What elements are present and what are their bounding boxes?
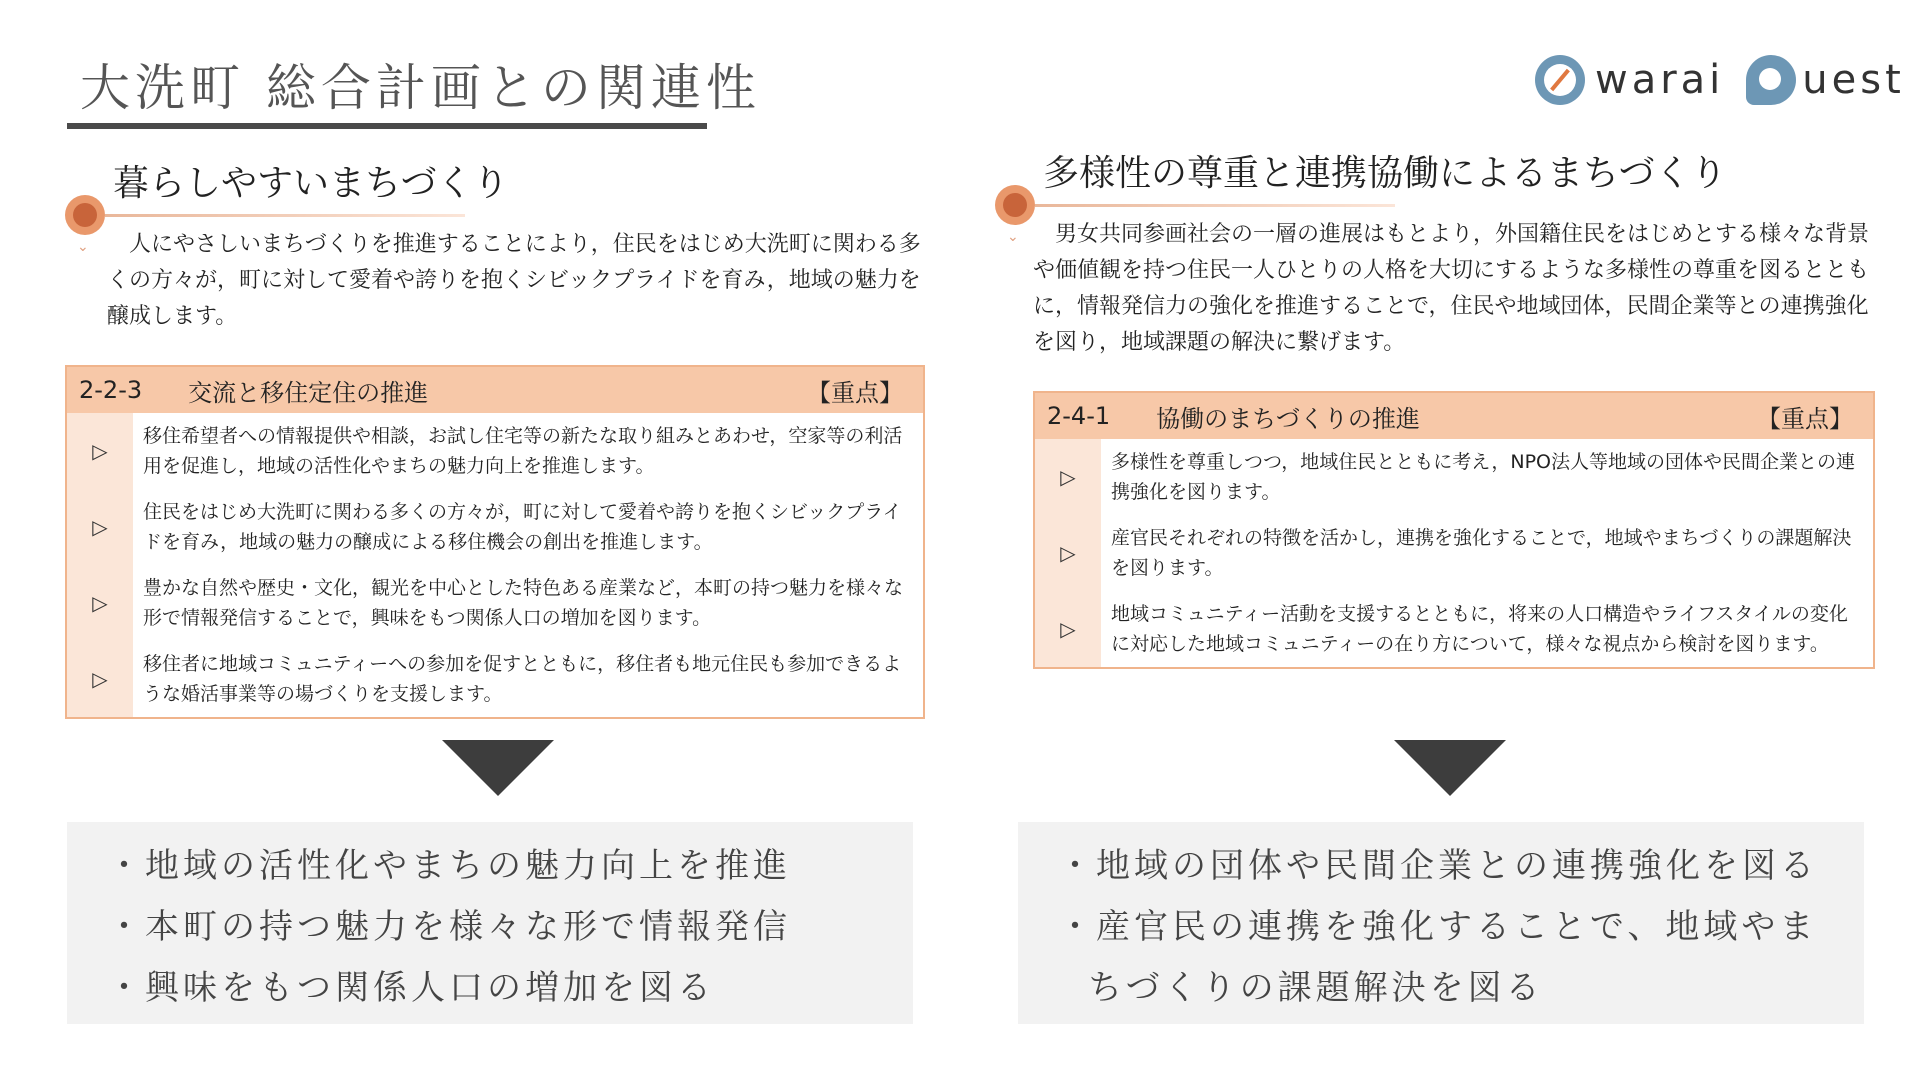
section-heading bbox=[65, 155, 925, 255]
circle-bullet-icon bbox=[65, 195, 105, 235]
logo-word-warai: warai bbox=[1595, 57, 1725, 103]
q-letter-icon bbox=[1746, 55, 1796, 105]
section-heading-text: 暮らしやすいまちづくり bbox=[113, 163, 509, 204]
plan-table bbox=[65, 365, 925, 719]
plan-row-text: 住民をはじめ大洗町に関わる多くの方々が，町に対して愛着や誇りを抱くシビックプライドを育み，地域の魅力の醸成による移住機会の創出を推進します。 bbox=[133, 489, 923, 565]
summary-box-right bbox=[1018, 822, 1864, 1024]
page-title: 大洗町 総合計画との関連性 bbox=[80, 59, 761, 117]
heading-underline bbox=[1035, 204, 1395, 207]
triangle-right-icon: ▷ bbox=[67, 565, 133, 641]
summary-item: ・地域の活性化やまちの魅力向上を推進 bbox=[107, 846, 791, 886]
summary-item: ・地域の団体や民間企業との連携強化を図る bbox=[1058, 846, 1818, 886]
plan-table-header bbox=[1035, 393, 1873, 439]
chevron-down-icon: ⌄ bbox=[77, 239, 89, 255]
triangle-right-icon: ▷ bbox=[1035, 439, 1101, 515]
plan-row bbox=[67, 413, 923, 489]
plan-code: 2-2-3 bbox=[79, 376, 143, 404]
heading-underline bbox=[105, 214, 465, 217]
down-triangle-icon bbox=[442, 740, 554, 796]
triangle-right-icon: ▷ bbox=[67, 489, 133, 565]
plan-row bbox=[1035, 515, 1873, 591]
plan-name: 協働のまちづくりの推進 bbox=[1156, 404, 1420, 433]
plan-row-text: 移住希望者への情報提供や相談，お試し住宅等の新たな取り組みとあわせ，空家等の利活用を促進し，地域の活性化やまちの魅力向上を推進します。 bbox=[133, 413, 923, 489]
plan-row-text: 産官民それぞれの特徴を活かし，連携を強化することで，地域やまちづくりの課題解決を図ります。 bbox=[1101, 515, 1873, 591]
left-column bbox=[65, 155, 925, 719]
triangle-right-icon: ▷ bbox=[1035, 591, 1101, 667]
summary-item: ・産官民の連携を強化することで、地域やまちづくりの課題解決を図る bbox=[1058, 907, 1818, 1008]
circle-bullet-icon bbox=[995, 185, 1035, 225]
compass-icon bbox=[1535, 55, 1585, 105]
plan-priority-tag: 【重点】 bbox=[807, 378, 903, 407]
plan-code: 2-4-1 bbox=[1047, 402, 1111, 430]
plan-table-header bbox=[67, 367, 923, 413]
plan-row-text: 豊かな自然や歴史・文化，観光を中心とした特色ある産業など，本町の持つ魅力を様々な形で情報発信することで，興味をもつ関係人口の増加を図ります。 bbox=[133, 565, 923, 641]
right-column bbox=[995, 145, 1875, 669]
section-description: 人にやさしいまちづくりを推進することにより，住民をはじめ大洗町に関わる多くの方々が，町に対して愛着や誇りを抱くシビックプライドを育み，地域の魅力を醸成します。 bbox=[107, 232, 921, 329]
title-underline bbox=[67, 123, 707, 129]
section-heading bbox=[995, 145, 1875, 245]
summary-box-left bbox=[67, 822, 913, 1024]
triangle-right-icon: ▷ bbox=[67, 641, 133, 717]
plan-row bbox=[67, 641, 923, 717]
plan-row bbox=[1035, 591, 1873, 667]
section-heading-text: 多様性の尊重と連携協働によるまちづくり bbox=[1043, 153, 1727, 194]
plan-row bbox=[1035, 439, 1873, 515]
chevron-down-icon: ⌄ bbox=[1007, 229, 1019, 245]
plan-row-text: 移住者に地域コミュニティーへの参加を促すとともに，移住者も地元住民も参加できるような婚活事業等の場づくりを支援します。 bbox=[133, 641, 923, 717]
plan-row-text: 多様性を尊重しつつ，地域住民とともに考え，NPO法人等地域の団体や民間企業との連携強化を図ります。 bbox=[1101, 439, 1873, 515]
section-description: 男女共同参画社会の一層の進展はもとより，外国籍住民をはじめとする様々な背景や価値観を持つ住民一人ひとりの人格を大切にするような多様性の尊重を図るとともに，情報発信力の強化を推進することで，住民や地域団体，民間企業等との連携強化を図り，地域課題の解決に繋げます。 bbox=[1033, 222, 1870, 355]
plan-table bbox=[1033, 391, 1875, 669]
plan-priority-tag: 【重点】 bbox=[1757, 404, 1853, 433]
logo-word-uest: uest bbox=[1802, 57, 1905, 103]
summary-item: ・本町の持つ魅力を様々な形で情報発信 bbox=[107, 907, 791, 947]
warai-quest-logo bbox=[1535, 50, 1905, 110]
plan-row-text: 地域コミュニティー活動を支援するとともに，将来の人口構造やライフスタイルの変化に対応した地域コミュニティーの在り方について，様々な視点から検討を図ります。 bbox=[1101, 591, 1873, 667]
plan-name: 交流と移住定住の推進 bbox=[188, 378, 429, 407]
triangle-right-icon: ▷ bbox=[1035, 515, 1101, 591]
down-triangle-icon bbox=[1394, 740, 1506, 796]
summary-item: ・興味をもつ関係人口の増加を図る bbox=[107, 968, 715, 1008]
plan-row bbox=[67, 489, 923, 565]
plan-row bbox=[67, 565, 923, 641]
triangle-right-icon: ▷ bbox=[67, 413, 133, 489]
